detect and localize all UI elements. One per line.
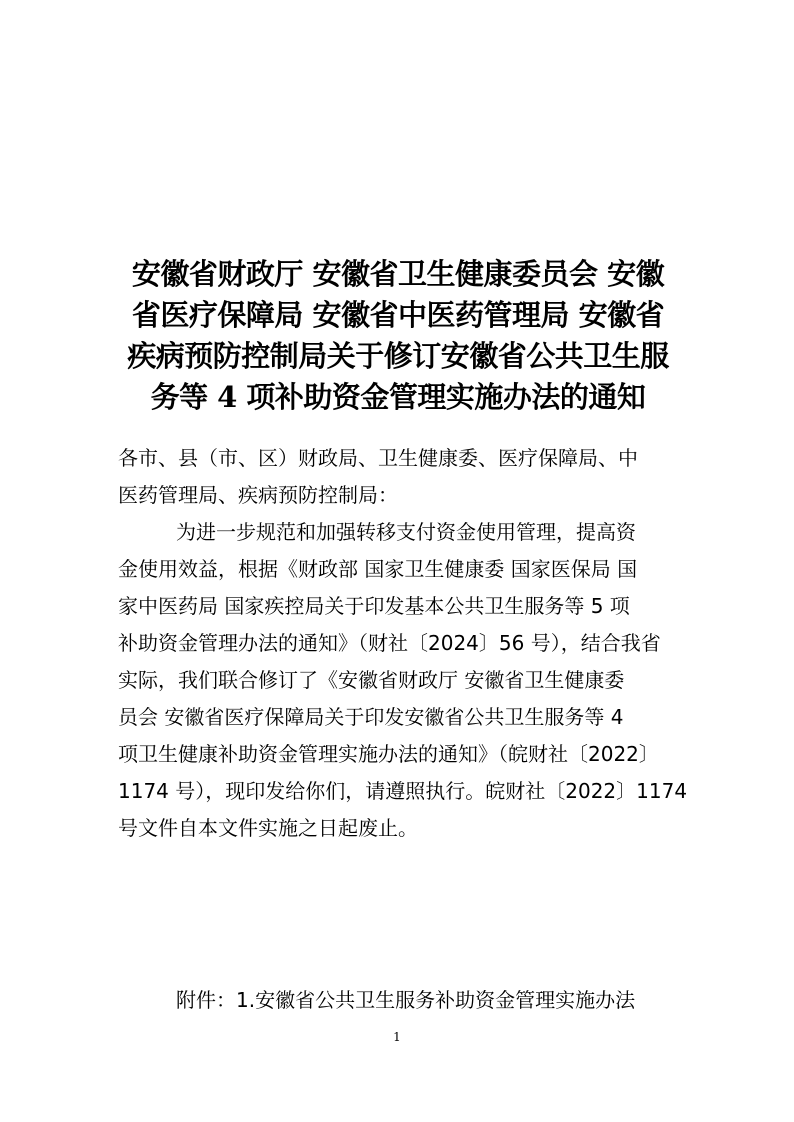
body-line-5: 实际，我们联合修订了《安徽省财政厅 安徽省卫生健康委 — [118, 668, 625, 692]
body-line-1: 为进一步规范和加强转移支付资金使用管理，提高资 — [176, 520, 636, 544]
body-line-9: 号文件自本文件实施之日起废止。 — [118, 816, 418, 840]
page-number: 1 — [393, 1030, 401, 1044]
title-line-1: 安徽省财政厅 安徽省卫生健康委员会 安徽 — [131, 257, 665, 291]
addressee-line-1: 各市、县（市、区）财政局、卫生健康委、医疗保障局、中 — [118, 446, 638, 470]
body-line-2: 金使用效益，根据《财政部 国家卫生健康委 国家医保局 国 — [118, 557, 638, 581]
body-line-3: 家中医药局 国家疾控局关于印发基本公共卫生服务等 5 项 — [118, 594, 630, 618]
addressee-line-2: 医药管理局、疾病预防控制局： — [118, 483, 398, 507]
document-title — [120, 254, 676, 418]
attachment-line: 附件：1.安徽省公共卫生服务补助资金管理实施办法 — [176, 988, 636, 1012]
body-line-7: 项卫生健康补助资金管理实施办法的通知》（皖财社〔2022〕 — [118, 742, 659, 766]
document-body — [118, 440, 688, 847]
title-line-4: 务等 4 项补助资金管理实施办法的通知 — [150, 380, 646, 414]
title-line-3: 疾病预防控制局关于修订安徽省公共卫生服 — [127, 339, 669, 373]
body-line-4: 补助资金管理办法的通知》（财社〔2024〕56 号），结合我省 — [118, 631, 661, 655]
title-line-2: 省医疗保障局 安徽省中医药管理局 安徽省 — [131, 298, 665, 332]
body-line-8: 1174 号），现印发给你们，请遵照执行。皖财社〔2022〕1174 — [118, 779, 688, 803]
body-line-6: 员会 安徽省医疗保障局关于印发安徽省公共卫生服务等 4 — [118, 705, 624, 729]
